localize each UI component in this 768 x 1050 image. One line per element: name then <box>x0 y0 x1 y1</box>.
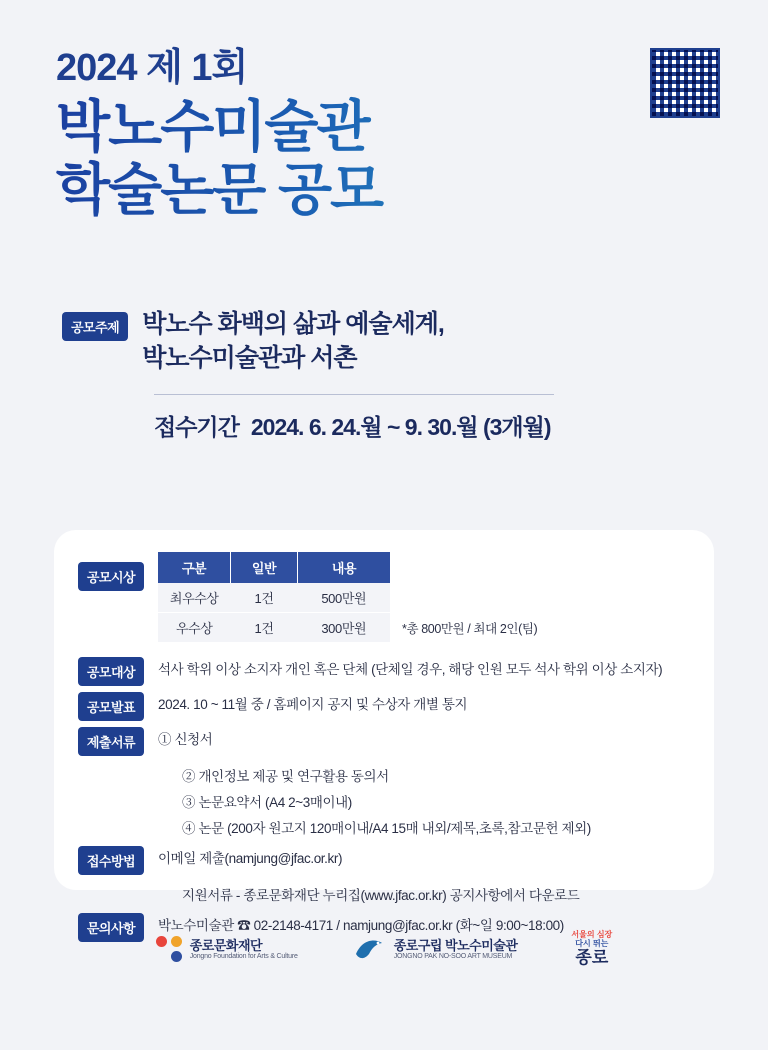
info-row-body: 석사 학위 이상 소지자 개인 혹은 단체 (단체일 경우, 해당 인원 모두 석사 학위 이상 소지자) <box>158 662 663 677</box>
award-section <box>54 530 714 643</box>
apply-subline[interactable]: 지원서류 - 종로문화재단 누리집(www.jfac.or.kr) 공지사항에서 다운로드 <box>182 888 580 903</box>
contact-tag: 문의사항 <box>78 913 144 942</box>
period-label: 접수기간 <box>154 413 239 440</box>
page-title <box>56 96 716 221</box>
subject-block <box>62 312 702 442</box>
jongno-logo-name: 종로 <box>575 948 609 968</box>
apply-body[interactable]: 이메일 제출(namjung@jfac.or.kr) <box>158 851 343 866</box>
period-row <box>154 409 702 442</box>
info-rows <box>54 643 714 942</box>
document-subline: ④ 논문 (200자 원고지 120매이내/A4 15매 내외/제목,초록,참고문헌 제외) <box>182 821 591 836</box>
table-header-cell: 내용 <box>298 552 391 583</box>
subject-row <box>62 312 702 376</box>
apply-tag: 접수방법 <box>78 846 144 875</box>
divider <box>154 394 554 395</box>
subject-line2: 박노수미술관과 서촌 <box>142 343 357 372</box>
info-row-documents <box>54 727 714 756</box>
logo-jongno-foundation <box>156 936 298 962</box>
award-table <box>158 552 390 643</box>
award-tag: 공모시상 <box>78 562 144 591</box>
info-row-tag: 공모대상 <box>78 657 144 686</box>
document-subline: ② 개인정보 제공 및 연구활용 동의서 <box>182 769 389 784</box>
contact-body: 박노수미술관 ☎ 02-2148-4171 / namjung@jfac.or.kr (화~일 9:00~18:00) <box>158 918 564 933</box>
table-header-row <box>158 552 390 583</box>
footer-logos <box>0 930 768 968</box>
qr-code-icon[interactable] <box>650 48 720 118</box>
subject-line1: 박노수 화백의 삶과 예술세계, <box>142 310 444 338</box>
info-row-apply <box>54 846 714 875</box>
foundation-logo-subname: Jongno Foundation for Arts & Culture <box>189 953 298 961</box>
table-header-cell: 구분 <box>158 552 231 583</box>
jongno-slogan-line1: 서울의 심장 <box>571 930 613 939</box>
info-row-announcement <box>54 692 714 721</box>
table-header-cell: 일반 <box>231 552 298 583</box>
logo-jongno-gu <box>571 930 612 968</box>
subject-text <box>142 308 444 376</box>
foundation-logo-name: 종로문화재단 <box>189 937 263 953</box>
table-cell: 500만원 <box>298 583 391 613</box>
info-row-tag: 공모발표 <box>78 692 144 721</box>
jongno-slogan-line2: 다시 뛰는 <box>575 939 609 949</box>
table-cell: 1건 <box>231 613 298 643</box>
page-subtitle: 2024 제 1회 <box>56 47 248 89</box>
table-row <box>158 583 390 613</box>
info-row-body: ① 신청서 <box>158 732 213 747</box>
museum-logo-subname: JONGNO PAK NO-SOO ART MUSEUM <box>393 953 513 961</box>
table-cell: 최우수상 <box>158 583 231 613</box>
award-note: *총 800만원 / 최대 2인(팀) <box>402 622 538 636</box>
bird-icon <box>352 934 386 964</box>
table-row <box>158 613 390 643</box>
poster-header <box>56 48 716 221</box>
table-cell: 우수상 <box>158 613 231 643</box>
table-cell: 300만원 <box>298 613 391 643</box>
foundation-logo-icon <box>156 936 182 962</box>
logo-museum <box>352 934 518 964</box>
info-row-target <box>54 657 714 686</box>
museum-logo-name: 종로구립 박노수미술관 <box>393 937 518 953</box>
info-row-tag: 제출서류 <box>78 727 144 756</box>
document-subline: ③ 논문요약서 (A4 2~3매이내) <box>182 795 352 810</box>
table-cell: 1건 <box>231 583 298 613</box>
period-value: 2024. 6. 24.월 ~ 9. 30.월 (3개월) <box>250 413 551 440</box>
page-title-line2: 학술논문 공모 <box>56 157 383 221</box>
page-title-line1: 박노수미술관 <box>56 94 369 158</box>
info-row-body: 2024. 10 ~ 11월 중 / 홈페이지 공지 및 수상자 개별 통지 <box>158 697 468 712</box>
subject-tag: 공모주제 <box>62 312 128 341</box>
